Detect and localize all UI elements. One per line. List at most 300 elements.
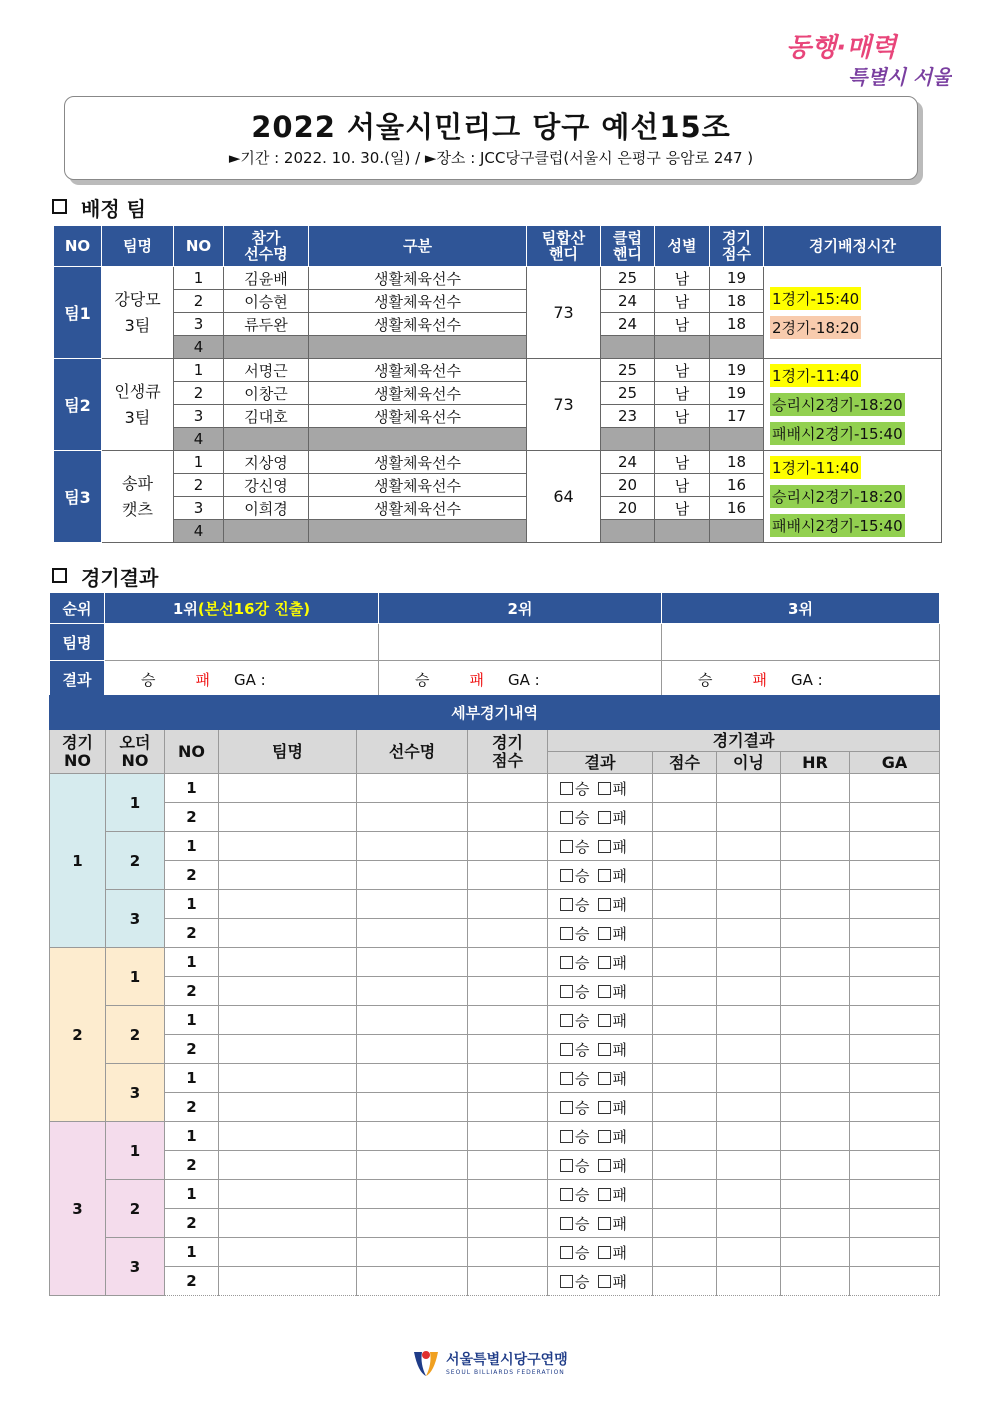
sub-no: 1 <box>165 1006 219 1035</box>
player-cell[interactable] <box>357 774 468 803</box>
team-col-schedule: 경기배정시간 <box>764 226 942 267</box>
sub-no: 1 <box>165 1180 219 1209</box>
game-score: 17 <box>710 405 764 428</box>
win-checkbox[interactable] <box>560 782 573 795</box>
detail-row <box>50 861 940 890</box>
win-checkbox[interactable] <box>560 1101 573 1114</box>
order-no: 2 <box>106 832 165 890</box>
club-handi: 25 <box>601 382 655 405</box>
footer-logo <box>410 1345 568 1379</box>
club-handi: 24 <box>601 313 655 336</box>
player-cell[interactable] <box>357 861 468 890</box>
player-category: 생활체육선수 <box>309 497 527 520</box>
points-cell[interactable] <box>653 1180 717 1209</box>
win-label: 승 <box>575 1214 590 1233</box>
result-cell[interactable] <box>548 1122 653 1151</box>
player-cell[interactable] <box>357 832 468 861</box>
detail-row <box>50 1209 940 1238</box>
inning-cell[interactable] <box>717 890 781 919</box>
player-name: 김대호 <box>224 405 309 428</box>
win-label: 승 <box>575 1272 590 1291</box>
points-cell[interactable] <box>653 1122 717 1151</box>
hr-cell[interactable] <box>781 861 850 890</box>
game-score <box>710 428 764 451</box>
title-box <box>64 96 918 180</box>
schedule-item: 패배시2경기-15:40 <box>770 514 905 537</box>
points-cell[interactable] <box>653 832 717 861</box>
page-title: 2022 서울시민리그 당구 예선15조 <box>251 110 731 144</box>
points-cell[interactable] <box>653 977 717 1006</box>
hr-cell[interactable] <box>781 803 850 832</box>
player-cell[interactable] <box>357 977 468 1006</box>
team-cell[interactable] <box>219 1209 357 1238</box>
game-score: 19 <box>710 382 764 405</box>
points-cell[interactable] <box>653 1093 717 1122</box>
team-cell[interactable] <box>219 1238 357 1267</box>
score-cell[interactable] <box>468 774 548 803</box>
result-cell[interactable] <box>548 774 653 803</box>
score-cell[interactable] <box>468 1180 548 1209</box>
col-player: 선수명 <box>357 730 468 774</box>
result-cell[interactable] <box>548 803 653 832</box>
order-no: 3 <box>106 1238 165 1296</box>
club-handi <box>601 336 655 359</box>
hr-cell[interactable] <box>781 1238 850 1267</box>
schedule-item: 2경기-18:20 <box>770 316 861 339</box>
score-cell[interactable] <box>468 1006 548 1035</box>
win-checkbox[interactable] <box>560 1217 573 1230</box>
player-cell[interactable] <box>357 1093 468 1122</box>
player-category <box>309 336 527 359</box>
points-cell[interactable] <box>653 890 717 919</box>
player-cell[interactable] <box>357 1151 468 1180</box>
detail-row <box>50 803 940 832</box>
hr-cell[interactable] <box>781 1093 850 1122</box>
hr-cell[interactable] <box>781 948 850 977</box>
club-handi: 24 <box>601 451 655 474</box>
win-checkbox[interactable] <box>560 1246 573 1259</box>
win-checkbox[interactable] <box>560 811 573 824</box>
score-cell[interactable] <box>468 890 548 919</box>
player-no: 4 <box>174 520 224 543</box>
win-checkbox[interactable] <box>560 1130 573 1143</box>
order-no: 3 <box>106 1064 165 1122</box>
win-checkbox[interactable] <box>560 985 573 998</box>
player-cell[interactable] <box>357 803 468 832</box>
win-checkbox[interactable] <box>560 1072 573 1085</box>
score-cell[interactable] <box>468 1064 548 1093</box>
win-checkbox[interactable] <box>560 840 573 853</box>
points-cell[interactable] <box>653 861 717 890</box>
order-no: 2 <box>106 1180 165 1238</box>
win-checkbox[interactable] <box>560 956 573 969</box>
team-no: 팀3 <box>54 451 102 543</box>
detail-row <box>50 919 940 948</box>
inning-cell[interactable] <box>717 1006 781 1035</box>
game-score: 16 <box>710 497 764 520</box>
detail-row <box>50 1151 940 1180</box>
loss-checkbox[interactable] <box>598 1188 611 1201</box>
win-label: 승 <box>575 837 590 856</box>
score-cell[interactable] <box>468 832 548 861</box>
hr-cell[interactable] <box>781 1035 850 1064</box>
ga-cell[interactable] <box>850 919 940 948</box>
team-cell[interactable] <box>219 1180 357 1209</box>
result-cell[interactable] <box>548 948 653 977</box>
schedule-cell <box>764 359 942 451</box>
loss-checkbox[interactable] <box>598 1130 611 1143</box>
result-cell[interactable] <box>548 1093 653 1122</box>
ga-cell[interactable] <box>850 1180 940 1209</box>
player-category: 생활체육선수 <box>309 382 527 405</box>
win-checkbox[interactable] <box>560 1159 573 1172</box>
team-table <box>53 225 942 543</box>
team-col-game-score: 경기 점수 <box>710 226 764 267</box>
points-cell[interactable] <box>653 774 717 803</box>
win-label: 승 <box>575 779 590 798</box>
detail-row <box>50 1064 940 1093</box>
inning-cell[interactable] <box>717 1093 781 1122</box>
hr-cell[interactable] <box>781 977 850 1006</box>
win-label: 승 <box>415 670 430 689</box>
hr-cell[interactable] <box>781 919 850 948</box>
hr-cell[interactable] <box>781 1006 850 1035</box>
team-cell[interactable] <box>219 919 357 948</box>
col-hr: HR <box>781 752 850 774</box>
loss-label: 패 <box>195 670 210 689</box>
team-row <box>54 267 942 290</box>
win-label: 승 <box>575 895 590 914</box>
player-name: 이희경 <box>224 497 309 520</box>
player-name <box>224 428 309 451</box>
loss-checkbox[interactable] <box>598 927 611 940</box>
result-cell[interactable] <box>548 1064 653 1093</box>
team-col-team-name: 팀명 <box>102 226 174 267</box>
player-category: 생활체육선수 <box>309 451 527 474</box>
points-cell[interactable] <box>653 919 717 948</box>
points-cell[interactable] <box>653 1238 717 1267</box>
hr-cell[interactable] <box>781 1180 850 1209</box>
team-cell[interactable] <box>219 1093 357 1122</box>
player-name: 이창근 <box>224 382 309 405</box>
hr-cell[interactable] <box>781 890 850 919</box>
inning-cell[interactable] <box>717 1035 781 1064</box>
score-cell[interactable] <box>468 1093 548 1122</box>
order-no: 2 <box>106 1006 165 1064</box>
score-cell[interactable] <box>468 1267 548 1296</box>
ga-cell[interactable] <box>850 1238 940 1267</box>
ga-cell[interactable] <box>850 1093 940 1122</box>
points-cell[interactable] <box>653 803 717 832</box>
loss-checkbox[interactable] <box>598 1159 611 1172</box>
team-handi: 73 <box>527 359 601 451</box>
team-cell[interactable] <box>219 1151 357 1180</box>
player-cell[interactable] <box>357 1180 468 1209</box>
points-cell[interactable] <box>653 1006 717 1035</box>
team-col-category: 구분 <box>309 226 527 267</box>
loss-label: 패 <box>612 1069 627 1088</box>
rank3-result-cell[interactable] <box>662 661 940 698</box>
loss-checkbox[interactable] <box>598 840 611 853</box>
col-points: 점수 <box>653 752 717 774</box>
ga-cell[interactable] <box>850 1064 940 1093</box>
loss-checkbox[interactable] <box>598 1072 611 1085</box>
loss-checkbox[interactable] <box>598 1043 611 1056</box>
sub-no: 2 <box>165 861 219 890</box>
detail-row <box>50 832 940 861</box>
loss-label: 패 <box>612 895 627 914</box>
result-cell[interactable] <box>548 919 653 948</box>
points-cell[interactable] <box>653 1209 717 1238</box>
inning-cell[interactable] <box>717 1151 781 1180</box>
game-score: 18 <box>710 290 764 313</box>
team-row <box>54 359 942 382</box>
score-cell[interactable] <box>468 1122 548 1151</box>
team-col-club-handi: 클럽 핸디 <box>601 226 655 267</box>
score-cell[interactable] <box>468 919 548 948</box>
team-cell[interactable] <box>219 832 357 861</box>
win-checkbox[interactable] <box>560 1275 573 1288</box>
player-no: 1 <box>174 359 224 382</box>
result-cell[interactable] <box>548 890 653 919</box>
order-no: 1 <box>106 774 165 832</box>
player-sex: 남 <box>655 359 710 382</box>
player-cell[interactable] <box>357 1209 468 1238</box>
player-sex: 남 <box>655 290 710 313</box>
seoul-logo <box>782 28 952 88</box>
detail-match-table <box>49 695 940 1296</box>
result-cell[interactable] <box>548 1267 653 1296</box>
loss-checkbox[interactable] <box>598 1275 611 1288</box>
loss-checkbox[interactable] <box>598 869 611 882</box>
schedule-item: 1경기-11:40 <box>770 364 861 387</box>
result-cell[interactable] <box>548 832 653 861</box>
ga-cell[interactable] <box>850 1006 940 1035</box>
col-result-group: 경기결과 <box>548 730 940 752</box>
player-no: 2 <box>174 382 224 405</box>
ga-cell[interactable] <box>850 1035 940 1064</box>
result-cell[interactable] <box>548 977 653 1006</box>
result-cell[interactable] <box>548 1180 653 1209</box>
player-cell[interactable] <box>357 919 468 948</box>
ga-cell[interactable] <box>850 1122 940 1151</box>
score-cell[interactable] <box>468 977 548 1006</box>
points-cell[interactable] <box>653 948 717 977</box>
team-cell[interactable] <box>219 977 357 1006</box>
ga-cell[interactable] <box>850 1267 940 1296</box>
loss-checkbox[interactable] <box>598 811 611 824</box>
ga-cell[interactable] <box>850 890 940 919</box>
team-cell[interactable] <box>219 890 357 919</box>
rank2-result-cell[interactable] <box>379 661 662 698</box>
team-cell[interactable] <box>219 1267 357 1296</box>
rank1-team-cell[interactable] <box>105 624 379 661</box>
sub-no: 2 <box>165 1093 219 1122</box>
ga-cell[interactable] <box>850 977 940 1006</box>
result-cell[interactable] <box>548 1006 653 1035</box>
team-cell[interactable] <box>219 1035 357 1064</box>
loss-checkbox[interactable] <box>598 985 611 998</box>
points-cell[interactable] <box>653 1151 717 1180</box>
ga-cell[interactable] <box>850 774 940 803</box>
result-cell[interactable] <box>548 1209 653 1238</box>
detail-row <box>50 1006 940 1035</box>
points-cell[interactable] <box>653 1267 717 1296</box>
player-no: 4 <box>174 428 224 451</box>
player-sex: 남 <box>655 267 710 290</box>
hr-cell[interactable] <box>781 1267 850 1296</box>
player-name: 서명근 <box>224 359 309 382</box>
schedule-cell <box>764 267 942 359</box>
player-cell[interactable] <box>357 1035 468 1064</box>
team-name: 인생큐 3팀 <box>102 359 174 451</box>
detail-title: 세부경기내역 <box>50 696 940 730</box>
team-cell[interactable] <box>219 1006 357 1035</box>
club-handi: 25 <box>601 359 655 382</box>
score-cell[interactable] <box>468 948 548 977</box>
score-cell[interactable] <box>468 1035 548 1064</box>
team-cell[interactable] <box>219 1064 357 1093</box>
score-cell[interactable] <box>468 1209 548 1238</box>
player-sex <box>655 428 710 451</box>
win-checkbox[interactable] <box>560 869 573 882</box>
player-cell[interactable] <box>357 1122 468 1151</box>
inning-cell[interactable] <box>717 832 781 861</box>
win-checkbox[interactable] <box>560 1188 573 1201</box>
win-label: 승 <box>698 670 713 689</box>
rank1-result-cell[interactable] <box>105 661 379 698</box>
team-cell[interactable] <box>219 948 357 977</box>
inning-cell[interactable] <box>717 1180 781 1209</box>
loss-label: 패 <box>612 1127 627 1146</box>
team-cell[interactable] <box>219 1122 357 1151</box>
game-score: 18 <box>710 451 764 474</box>
win-checkbox[interactable] <box>560 1014 573 1027</box>
game-score: 19 <box>710 359 764 382</box>
player-sex <box>655 520 710 543</box>
inning-cell[interactable] <box>717 774 781 803</box>
win-label: 승 <box>141 670 156 689</box>
score-cell[interactable] <box>468 803 548 832</box>
inning-cell[interactable] <box>717 1238 781 1267</box>
ga-cell[interactable] <box>850 832 940 861</box>
win-checkbox[interactable] <box>560 1043 573 1056</box>
player-sex: 남 <box>655 405 710 428</box>
loss-checkbox[interactable] <box>598 956 611 969</box>
score-cell[interactable] <box>468 1151 548 1180</box>
points-cell[interactable] <box>653 1035 717 1064</box>
inning-cell[interactable] <box>717 1064 781 1093</box>
loss-label: 패 <box>752 670 767 689</box>
rank3-team-cell[interactable] <box>662 624 940 661</box>
inning-cell[interactable] <box>717 948 781 977</box>
loss-label: 패 <box>612 1185 627 1204</box>
club-handi <box>601 520 655 543</box>
result-cell[interactable] <box>548 861 653 890</box>
hr-cell[interactable] <box>781 1064 850 1093</box>
hr-cell[interactable] <box>781 1122 850 1151</box>
player-cell[interactable] <box>357 948 468 977</box>
detail-row <box>50 1238 940 1267</box>
loss-checkbox[interactable] <box>598 1014 611 1027</box>
hr-cell[interactable] <box>781 1209 850 1238</box>
score-cell[interactable] <box>468 861 548 890</box>
points-cell[interactable] <box>653 1064 717 1093</box>
player-sex: 남 <box>655 451 710 474</box>
team-no: 팀2 <box>54 359 102 451</box>
loss-checkbox[interactable] <box>598 898 611 911</box>
team-cell[interactable] <box>219 861 357 890</box>
loss-label: 패 <box>612 924 627 943</box>
player-cell[interactable] <box>357 890 468 919</box>
detail-row <box>50 1122 940 1151</box>
club-handi: 20 <box>601 497 655 520</box>
result-cell[interactable] <box>548 1035 653 1064</box>
hr-cell[interactable] <box>781 832 850 861</box>
club-handi <box>601 428 655 451</box>
detail-row <box>50 1267 940 1296</box>
inning-cell[interactable] <box>717 861 781 890</box>
hr-cell[interactable] <box>781 774 850 803</box>
player-cell[interactable] <box>357 1267 468 1296</box>
sub-no: 2 <box>165 1035 219 1064</box>
win-label: 승 <box>575 808 590 827</box>
win-checkbox[interactable] <box>560 898 573 911</box>
inning-cell[interactable] <box>717 1209 781 1238</box>
loss-checkbox[interactable] <box>598 1246 611 1259</box>
rank2-team-cell[interactable] <box>379 624 662 661</box>
section-heading-results: 경기결과 <box>52 562 158 591</box>
game-score <box>710 520 764 543</box>
loss-checkbox[interactable] <box>598 1217 611 1230</box>
inning-cell[interactable] <box>717 919 781 948</box>
result-cell[interactable] <box>548 1151 653 1180</box>
hr-cell[interactable] <box>781 1151 850 1180</box>
team-handi: 73 <box>527 267 601 359</box>
col-order-no: 오더 NO <box>106 730 165 774</box>
loss-checkbox[interactable] <box>598 1101 611 1114</box>
col-game-no: 경기 NO <box>50 730 106 774</box>
ga-cell[interactable] <box>850 1209 940 1238</box>
loss-checkbox[interactable] <box>598 782 611 795</box>
player-category: 생활체육선수 <box>309 359 527 382</box>
inning-cell[interactable] <box>717 977 781 1006</box>
ga-cell[interactable] <box>850 948 940 977</box>
result-label: 결과 <box>50 661 105 698</box>
team-cell[interactable] <box>219 803 357 832</box>
federation-sub: SEOUL BILLIARDS FEDERATION <box>446 1368 565 1376</box>
win-checkbox[interactable] <box>560 927 573 940</box>
inning-cell[interactable] <box>717 1267 781 1296</box>
result-cell[interactable] <box>548 1238 653 1267</box>
score-cell[interactable] <box>468 1238 548 1267</box>
ga-cell[interactable] <box>850 803 940 832</box>
player-cell[interactable] <box>357 1238 468 1267</box>
inning-cell[interactable] <box>717 803 781 832</box>
ga-cell[interactable] <box>850 861 940 890</box>
inning-cell[interactable] <box>717 1122 781 1151</box>
col-inning: 이닝 <box>717 752 781 774</box>
player-cell[interactable] <box>357 1064 468 1093</box>
team-name: 강당모 3팀 <box>102 267 174 359</box>
player-cell[interactable] <box>357 1006 468 1035</box>
ga-cell[interactable] <box>850 1151 940 1180</box>
team-col-sex: 성별 <box>655 226 710 267</box>
logo-line1: 동행·매력 <box>786 33 897 63</box>
team-cell[interactable] <box>219 774 357 803</box>
order-no: 3 <box>106 890 165 948</box>
col-team: 팀명 <box>219 730 357 774</box>
